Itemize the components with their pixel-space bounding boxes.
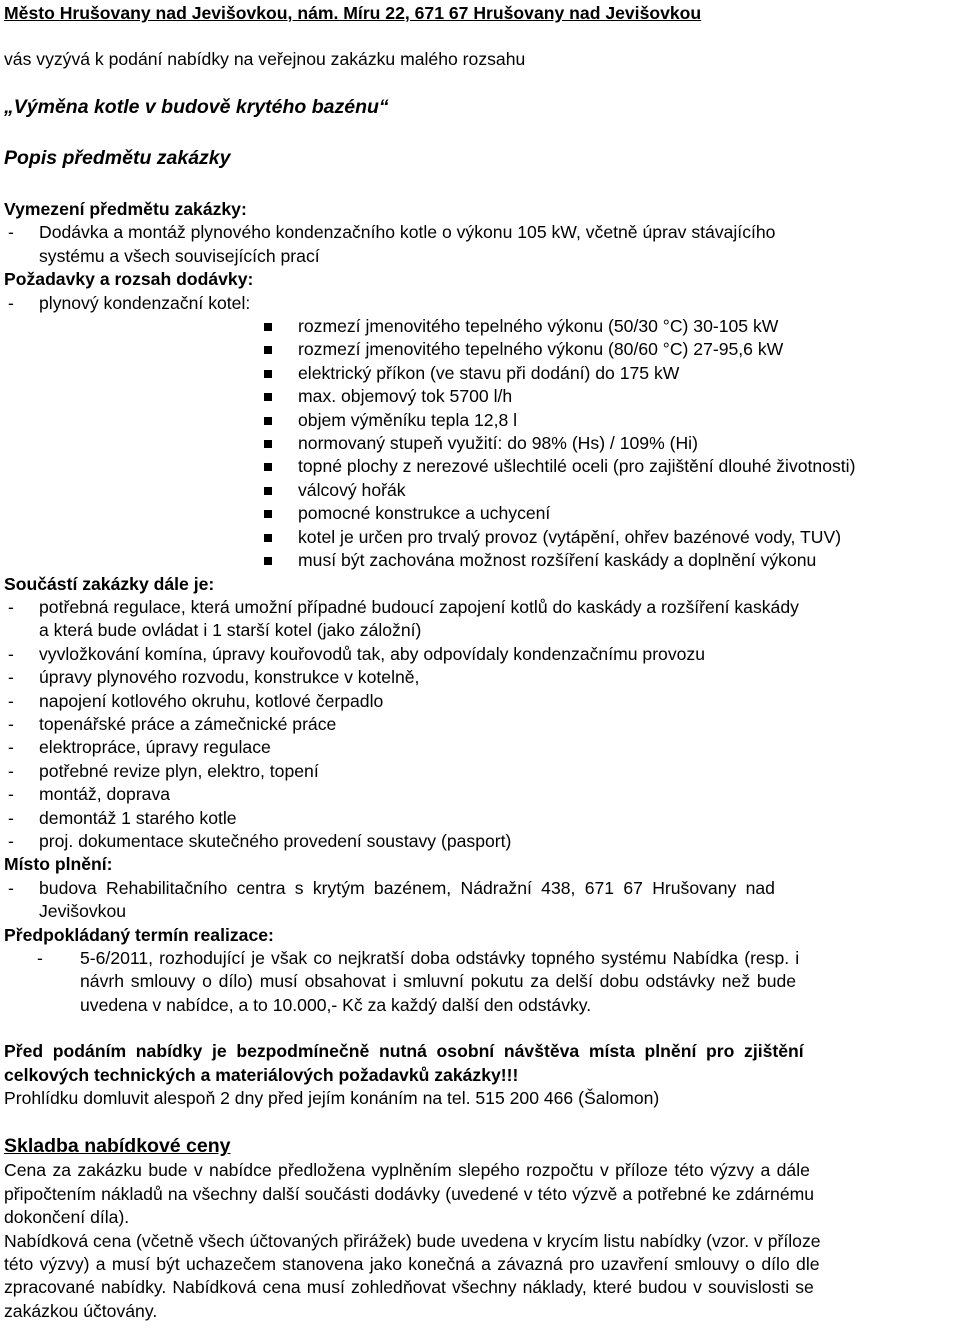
skladba-paragraph-1 — [4, 1159, 956, 1229]
pozadavky-heading: Požadavky a rozsah dodávky: — [4, 269, 254, 290]
vymezeni-line-2: systému a všech souvisejících prací — [39, 245, 320, 266]
soucasti-item — [4, 783, 956, 806]
dash-marker: - — [8, 713, 14, 734]
skladba-p2-line-2: této výzvy) a musí být uchazečem stanovena jako konečná a závazná pro uzavření smlouvy o dílo dle — [4, 1254, 820, 1275]
skladba-paragraph-2 — [4, 1230, 956, 1324]
skladba-p1-line-1: Cena za zakázku bude v nabídce předložena vyplněním slepého rozpočtu v příloze této výzvy a dále — [4, 1160, 810, 1181]
soucasti-item-text: demontáž 1 starého kotle — [39, 807, 237, 828]
kotel-spec-list — [4, 315, 956, 572]
project-title: „Výměna kotle v budově krytého bazénu“ — [4, 96, 389, 118]
dash-marker: - — [8, 877, 14, 898]
prohlidka-notice — [4, 1040, 956, 1087]
spec-item: objem výměníku tepla 12,8 l — [262, 409, 956, 432]
soucasti-item — [4, 736, 956, 759]
spec-item: normovaný stupeň využití: do 98% (Hs) / 109% (Hi) — [262, 432, 956, 455]
dash-marker: - — [8, 760, 14, 781]
termin-line-2: návrh smlouvy o dílo) musí obsahovat i smluvní pokutu za delší dobu odstávky než bude — [80, 971, 797, 992]
vymezeni-heading: Vymezení předmětu zakázky: — [4, 199, 247, 219]
misto-item — [4, 877, 956, 924]
section-title: Popis předmětu zakázky — [4, 147, 231, 169]
soucasti-item-text: napojení kotlového okruhu, kotlové čerpadlo — [39, 690, 384, 711]
soucasti-item — [4, 830, 956, 853]
spec-item: kotel je určen pro trvalý provoz (vytápění, ohřev bazénové vody, TUV) — [262, 526, 956, 549]
skladba-heading: Skladba nabídkové ceny — [4, 1135, 231, 1158]
dash-marker: - — [8, 222, 14, 243]
prohlidka-text: Prohlídku domluvit alespoň 2 dny před jejím konáním na tel. 515 200 466 (Šalomon) — [4, 1088, 660, 1109]
soucasti-item-text: proj. dokumentace skutečného provedení soustavy (pasport) — [39, 830, 512, 851]
dash-marker: - — [8, 737, 14, 758]
prohlidka-bold-line-2: celkových technických a materiálových požadavků zakázky!!! — [4, 1064, 519, 1085]
spec-item: elektrický příkon (ve stavu při dodání) do 175 kW — [262, 362, 956, 385]
soucasti-item-text: potřebné revize plyn, elektro, topení — [39, 760, 319, 781]
dash-marker: - — [8, 292, 14, 313]
skladba-p2-line-1: Nabídková cena (včetně všech účtovaných přirážek) bude uvedena v krycím listu nabídky (vzor. v příloze — [4, 1230, 821, 1251]
pozadavky-item — [4, 292, 956, 315]
spec-item: musí být zachována možnost rozšíření kaskády a doplnění výkonu — [262, 549, 956, 572]
spec-item: pomocné konstrukce a uchycení — [262, 502, 956, 525]
soucasti-item — [4, 666, 956, 689]
spec-item: válcový hořák — [262, 479, 956, 502]
termin-item — [4, 947, 956, 1017]
soucasti-item — [4, 807, 956, 830]
dash-marker: - — [8, 643, 14, 664]
soucasti-item-text: úpravy plynového rozvodu, konstrukce v kotelně, — [39, 667, 420, 688]
dash-marker: - — [8, 784, 14, 805]
misto-line-2: Jevišovkou — [39, 901, 127, 922]
vymezeni-item — [4, 221, 956, 268]
vymezeni-line-1: Dodávka a montáž plynového kondenzačního kotle o výkonu 105 kW, včetně úprav stávajícího — [39, 222, 776, 243]
spec-item: max. objemový tok 5700 l/h — [262, 385, 956, 408]
termin-line-1: 5-6/2011, rozhodující je však co nejkratší doba odstávky topného systému Nabídka (resp. i — [80, 948, 800, 968]
soucasti-heading: Součástí zakázky dále je: — [4, 573, 215, 594]
soucasti-item-text: topenářské práce a zámečnické práce — [39, 713, 337, 734]
soucasti-item-text: montáž, doprava — [39, 784, 171, 805]
soucasti-item-text: elektropráce, úpravy regulace — [39, 737, 271, 758]
dash-marker: - — [37, 948, 43, 968]
pozadavky-item-text: plynový kondenzační kotel: — [39, 292, 251, 313]
spec-item: topné plochy z nerezové ušlechtilé oceli (pro zajištění dlouhé životnosti) — [262, 455, 956, 478]
header-invitation: vás vyzývá k podání nabídky na veřejnou zakázku malého rozsahu — [4, 49, 526, 69]
dash-marker: - — [8, 667, 14, 688]
dash-marker: - — [8, 807, 14, 828]
soucasti-item — [4, 713, 956, 736]
spec-item: rozmezí jmenovitého tepelného výkonu (80/60 °C) 27-95,6 kW — [262, 338, 956, 361]
termin-heading: Předpokládaný termín realizace: — [4, 924, 274, 945]
misto-line-1: budova Rehabilitačního centra s krytým bazénem, Nádražní 438, 671 67 Hrušovany nad — [39, 877, 775, 898]
soucasti-item-line-2: a která bude ovládat i 1 starší kotel (jako záložní) — [39, 620, 422, 641]
content-flow — [4, 198, 956, 1323]
skladba-p1-line-2: připočtením nákladů na všechny další součásti dodávky (uvedené v této výzvě a potřebné ke zdárnému — [4, 1183, 815, 1204]
prohlidka-bold-line-1: Před podáním nabídky je bezpodmínečně nutná osobní návštěva místa plnění pro zjištění — [4, 1041, 804, 1062]
soucasti-item — [4, 760, 956, 783]
soucasti-item — [4, 690, 956, 713]
soucasti-item-line-1: potřebná regulace, která umožní případné budoucí zapojení kotlů do kaskády a rozšíření kaskády — [39, 596, 799, 617]
dash-marker: - — [8, 830, 14, 851]
termin-line-3: uvedena v nabídce, a to 10.000,- Kč za každý další den odstávky. — [80, 994, 592, 1015]
skladba-p2-line-3: zpracované nabídky. Nabídková cena musí zohledňovat všechny náklady, které budou v souvislosti se — [4, 1277, 814, 1298]
dash-marker: - — [8, 596, 14, 617]
skladba-p2-line-4: zakázkou účtovány. — [4, 1300, 158, 1321]
skladba-p1-line-3: dokončení díla). — [4, 1207, 130, 1228]
dash-marker: - — [8, 690, 14, 711]
misto-heading: Místo plnění: — [4, 854, 113, 875]
soucasti-item — [4, 596, 956, 643]
spec-item: rozmezí jmenovitého tepelného výkonu (50/30 °C) 30-105 kW — [262, 315, 956, 338]
header-address: Město Hrušovany nad Jevišovkou, nám. Míru 22, 671 67 Hrušovany nad Jevišovkou — [4, 3, 702, 23]
soucasti-item-text: vyvložkování komína, úpravy kouřovodů tak, aby odpovídaly kondenzačnímu provozu — [39, 643, 706, 664]
soucasti-item — [4, 643, 956, 666]
